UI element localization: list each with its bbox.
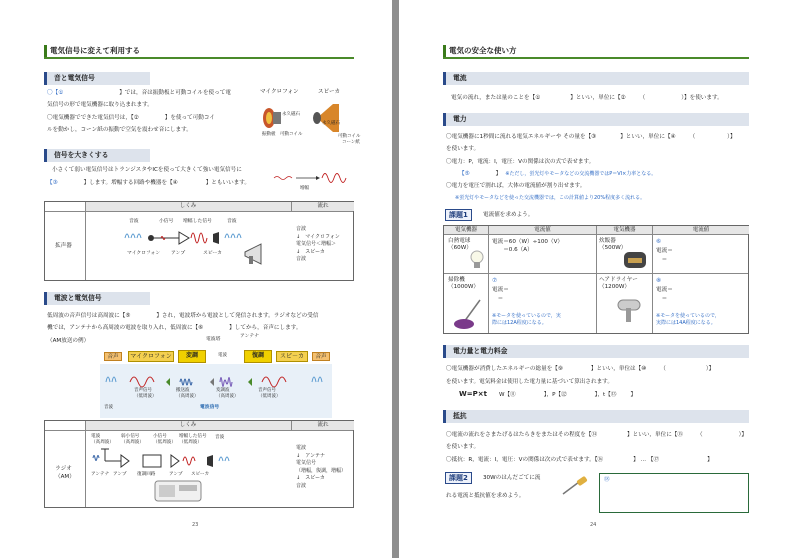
amplify-line2: 【③ 】します。増幅する回路や機器を【④ 】ともいいます。 [47, 180, 250, 186]
flow-radio: 電波 ↓ アンテナ 電気信号 （増幅，復調，増幅） ↓ スピーカ 音波 [296, 445, 347, 489]
t1-h3: 電流値 [652, 226, 749, 234]
part-amp: アンプ [171, 251, 186, 256]
spk-part-coil: 可動コイル [338, 134, 361, 139]
radio-top-4: 音波 [215, 435, 225, 440]
table-header-mechanism: しくみ [85, 202, 291, 211]
table2-header-flow: 流れ [291, 421, 354, 430]
energy-formula-vars: W【⑪ 】，P【⑫ 】，t【⑬ 】 [499, 392, 637, 398]
radio-heading: 電波と電気信号 [44, 292, 150, 305]
t1-r1c2: 電流＝60（W）÷100（V） ＝0.6（A） [492, 239, 563, 253]
right-page [399, 0, 791, 558]
power-line2: を使います。 [446, 146, 480, 152]
power-line5: 〇電力を電圧で割れば，大体の電流値が割り出せます。 [446, 183, 586, 189]
part-speaker: スピーカ [203, 251, 222, 256]
table-header-flow: 流れ [291, 202, 354, 211]
energy-line1: 〇電気機器が消費したエネルギーの総量を【⑨ 】といい，単位は【⑩ （ ）】 [446, 366, 715, 372]
current-heading: 電流 [443, 72, 749, 85]
radio-line1: 低周波の音声信号は高周波に【⑤ 】され，電波塔から電波として発信されます。ラジオなどの受信 [47, 313, 319, 319]
radio-part-demod: 復調回路 [137, 472, 156, 477]
t1-h2: 電気機器 [596, 226, 652, 234]
amplify-arrow-label: 増幅 [300, 186, 309, 191]
energy-formula: W=P×t [459, 390, 487, 398]
diag-label-1: 小信号 [159, 219, 174, 224]
resist-line1: 〇電流の流れをさまたげるはたらきをまたはその程度を【⑭ 】といい，単位に【⑮ （ ）】 [446, 432, 747, 438]
hair-dryer-icon [614, 294, 648, 326]
diag-label-3: 音波 [227, 219, 237, 224]
page-number-left: 23 [192, 522, 199, 528]
current-table [443, 225, 749, 334]
loudspeaker-chain-diagram [121, 226, 261, 250]
current-line1: 電気の流れ，または量のことを【① 】といい，単位に【② （ ）】を使います。 [451, 95, 723, 101]
radio-part-amp2: アンプ [169, 472, 183, 477]
megaphone-icon [241, 240, 271, 270]
table2-header-mechanism: しくみ [85, 421, 291, 430]
t1-r2c4-note: ※モータを使っているので， 実際には14A程度になる。 [656, 313, 720, 326]
chain-demodulate: 復調 [244, 350, 272, 363]
task1-text: 電流値を求めよう。 [483, 212, 534, 218]
amplify-wave-icon [272, 168, 352, 190]
resist-line2: を使います。 [446, 444, 480, 450]
t1-r1c4: ⑥ 電流＝ ＝ [656, 239, 673, 263]
antenna-label: アンテナ [240, 334, 259, 339]
diag-label-0: 音波 [129, 219, 139, 224]
spk-part-magnet: 永久磁石 [322, 121, 340, 126]
speaker-label: スピーカ [318, 89, 341, 95]
flow-loudspeaker: 音波 ↓ マイクロフォン 電気信号＜増幅＞ ↓ スピーカ 音波 [296, 226, 340, 262]
sound-line3: 〇電気機器でできた電気信号は，【② 】を使って可動コイ [47, 115, 215, 121]
t1-r1c3: 炊飯器 （500W） [599, 238, 627, 251]
radio-top-2: 小信号 （低周波） [153, 434, 176, 445]
t1-h1: 電流値 [488, 226, 596, 234]
radio-top-0: 電波 （高周波） [91, 434, 114, 445]
mic-part-coil: 可動コイル [280, 132, 303, 137]
t1-h0: 電気機器 [444, 226, 488, 234]
signal-2: 変調波 （高周波） [216, 388, 239, 399]
tower-label: 電波塔 [206, 337, 221, 342]
signal-1: 搬送波 （高周波） [176, 388, 199, 399]
radio-device-icon [153, 477, 203, 503]
left-page [0, 0, 392, 558]
radio-top-1: 弱小信号 （高周波） [121, 434, 144, 445]
radio-part-speaker: スピーカ [191, 472, 210, 477]
diag-label-2: 増幅した信号 [183, 219, 212, 224]
radio-wave-label: 電波信号 [200, 405, 220, 410]
t1-r2c2-note: ※モータを使っているので，実 際には12A程度になる。 [492, 313, 561, 326]
sound-wave-label: 音波 [104, 405, 113, 410]
amplify-line1: 小さくて弱い電気信号はトランジスタやICを使って大きくて強い電気信号に [52, 167, 242, 173]
resist-line3: 〇抵抗：R，電流：I，電圧：Vの関係は次の式で表せます。【⑯ 】 … 【⑰ 】 [446, 457, 713, 463]
radio-chain-diagram [91, 447, 241, 469]
radio-line3: （AM放送の例） [47, 338, 90, 344]
t1-r2c3: ヘアドライヤー （1200W） [599, 277, 638, 290]
spk-part-cone: コーン紙 [342, 140, 360, 145]
soldering-iron-icon [559, 476, 591, 498]
sound-line2: 気信号の形で電気機器に取り込まれます。 [47, 102, 153, 108]
power-note: ※蛍光灯やモータなどを使った交流機器では，この計算値より20%程度多く流れる。 [455, 195, 646, 201]
t1-r2c2: ⑦ 電流＝ ＝ [492, 278, 509, 302]
signal-0: 音声信号 （低周波） [134, 388, 157, 399]
task2-line2: れる電流と抵抗値を求めよう。 [446, 493, 525, 499]
task2-line1: 30Wのはんだごてに流 [483, 475, 541, 481]
row-label-radio: ラジオ （AM） [55, 466, 75, 480]
radio-part-antenna: アンテナ [91, 472, 110, 477]
rice-cooker-icon [622, 248, 648, 270]
sound-line1: 〇【① 】では，音は振動板と可動コイルを使って電 [47, 90, 231, 96]
power-heading: 電力 [443, 113, 749, 126]
section-title-right: 電気の安全な使い方 [443, 44, 749, 59]
vacuum-icon [450, 298, 484, 330]
page-gutter [392, 0, 399, 558]
chain-wave: 電波 [218, 353, 227, 358]
power-line3: 〇電力：P，電流：I，電圧：Vの関係は次の式で表せます。 [446, 159, 595, 165]
page-number-right: 24 [590, 522, 597, 528]
power-line4: 【⑤ 】 ※ただし，蛍光灯やモータなどの交流機器ではP＝VI×力率となる。 [459, 171, 657, 177]
chain-modulate: 変調 [178, 350, 206, 363]
chain-speaker: スピ－カ [276, 351, 308, 362]
section-title: 電気信号に変えて利用する [44, 44, 354, 59]
task2-answer-box[interactable] [599, 473, 749, 513]
mic-part-diaphragm: 振動板 [262, 132, 276, 137]
radio-part-amp1: アンプ [113, 472, 127, 477]
signal-3: 音声信号 （低周波） [258, 388, 281, 399]
chain-mic: マイクロフォン [128, 351, 174, 362]
mic-label: マイクロフォン [260, 89, 299, 95]
resist-heading: 抵抗 [443, 410, 749, 423]
power-line1: 〇電気機器に1秒間に流れる電気エネルギーや その量を【③ 】といい，単位に【④ （ ）】 [446, 134, 736, 140]
sound-heading: 音と電気信号 [44, 72, 150, 85]
radio-top-3: 増幅した信号 （低周波） [179, 434, 207, 445]
task2-box-number: ⑱ [604, 477, 610, 483]
t1-r1c1: 白熱電球 （60W） [448, 238, 472, 251]
chain-sound-out: 音声 [312, 352, 330, 361]
task2-badge: 課題2 [445, 472, 472, 484]
t1-r2c1: 掃除機 （1000W） [448, 277, 479, 290]
energy-line2: を使います。電気料金は使用した電力量に基づいて算出されます。 [446, 379, 613, 385]
radio-line2: 機では，アンテナから高周波の電波を取り入れ，低周波に【⑥ 】してから，音声にします。 [47, 325, 302, 331]
task1-badge: 課題1 [445, 209, 472, 221]
sound-line4: ルを動かし，コーン紙の振動で空気を震わせ音にします。 [47, 127, 192, 133]
energy-heading: 電力量と電力料金 [443, 345, 749, 358]
part-mic: マイクロフォン [127, 251, 161, 256]
chain-sound-in: 音声 [104, 352, 122, 361]
speaker-table [44, 201, 354, 281]
mic-part-magnet: 永久磁石 [282, 112, 300, 117]
t1-r2c4: ⑧ 電流＝ ＝ [656, 278, 673, 302]
radio-table [44, 420, 354, 508]
amplify-heading: 信号を大きくする [44, 149, 150, 162]
row-label-loudspeaker: 拡声器 [55, 243, 72, 249]
bulb-icon [470, 250, 484, 270]
